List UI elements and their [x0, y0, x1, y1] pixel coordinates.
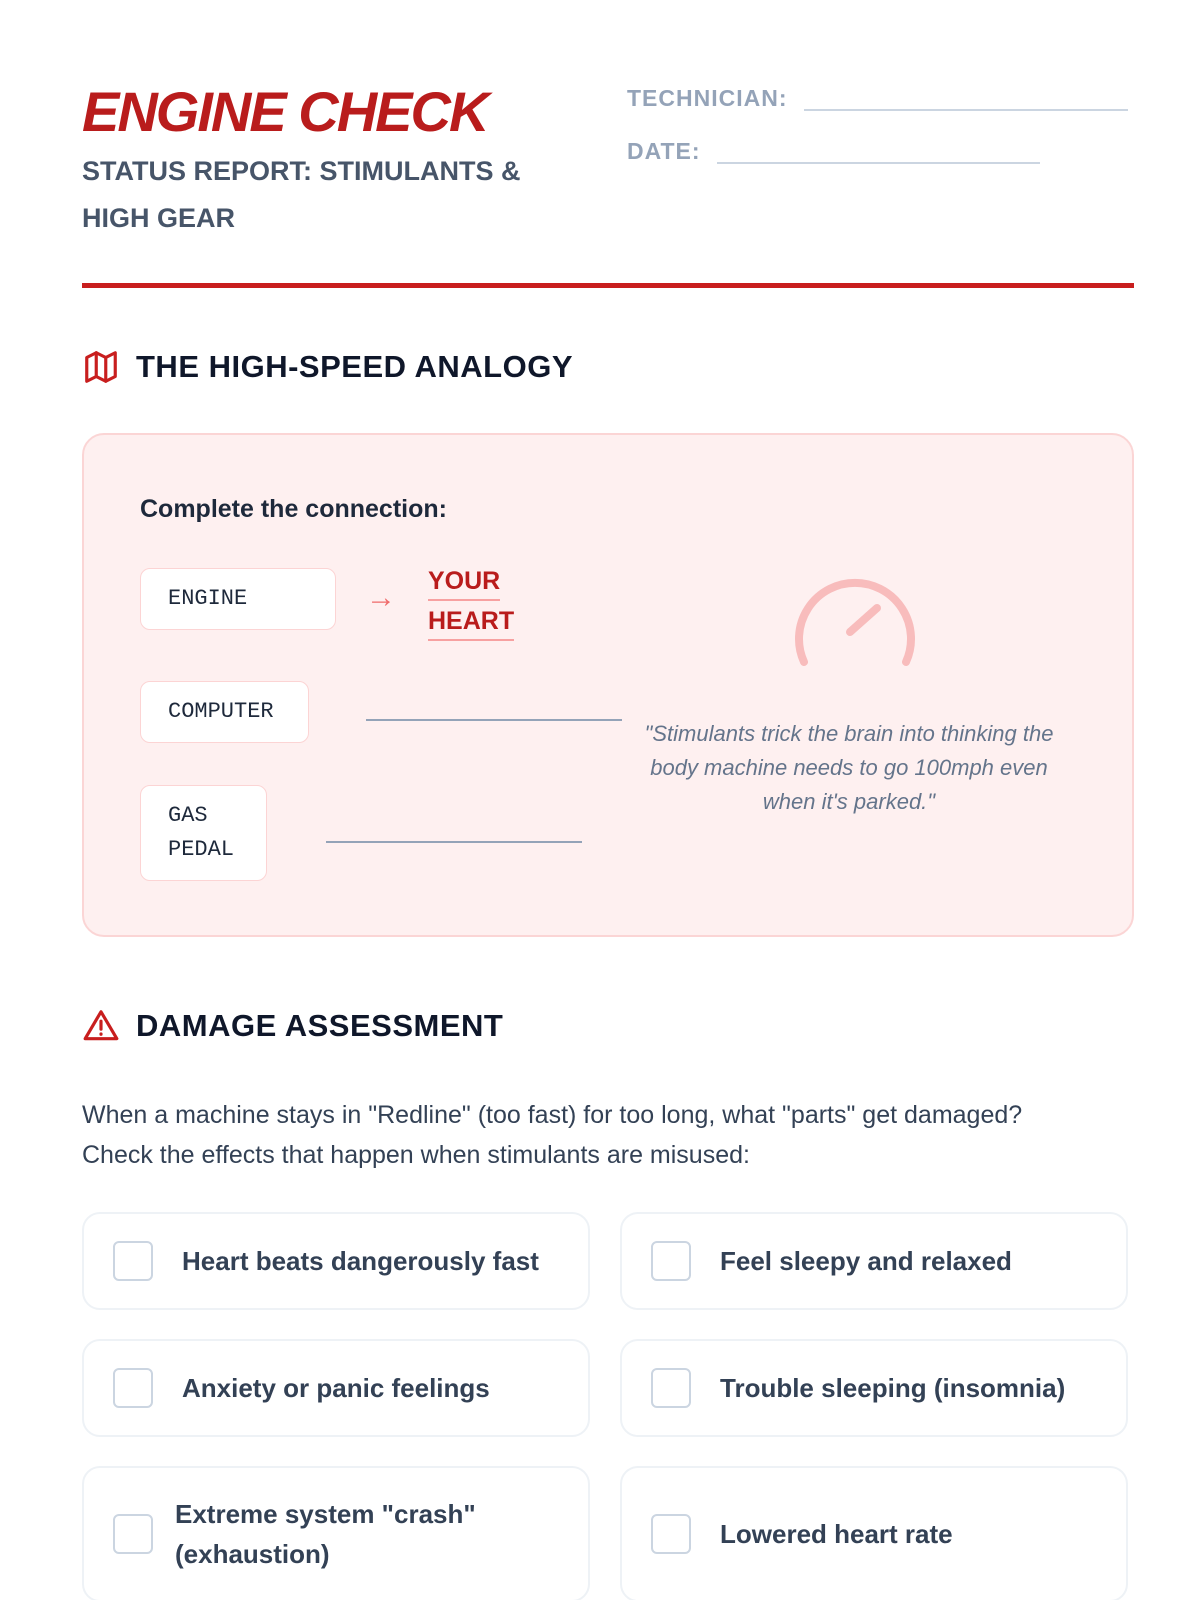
analogy-heading-text: THE HIGH-SPEED ANALOGY	[136, 349, 573, 384]
worksheet-header	[82, 80, 1134, 290]
option-label: Lowered heart rate	[720, 1519, 953, 1549]
option-low-heart-rate[interactable]	[620, 1466, 1128, 1600]
answer-engine	[428, 561, 514, 641]
header-divider	[82, 283, 1134, 288]
term-computer: COMPUTER	[140, 681, 309, 743]
damage-heading-text: DAMAGE ASSESSMENT	[136, 1008, 504, 1043]
damage-intro: When a machine stays in "Redline" (too fast) for too long, what "parts" get damaged? Check the effects that happen when stimulants are misused:	[82, 1101, 1023, 1169]
page-subtitle: STATUS REPORT: STIMULANTS & HIGH GEAR	[82, 156, 521, 233]
option-insomnia[interactable]	[620, 1339, 1128, 1437]
page-title: ENGINE CHECK	[82, 80, 488, 143]
term-gas-pedal	[140, 785, 267, 881]
technician-label: TECHNICIAN:	[627, 85, 788, 111]
option-anxiety[interactable]	[82, 1339, 590, 1437]
option-label: Anxiety or panic feelings	[182, 1373, 490, 1403]
analogy-quote: "Stimulants trick the brain into thinking the body machine needs to go 100mph even when it's parked."	[644, 721, 1054, 814]
option-heart-fast[interactable]	[82, 1212, 590, 1310]
warning-triangle-icon	[82, 1007, 120, 1045]
option-label: Feel sleepy and relaxed	[720, 1246, 1012, 1276]
map-icon	[82, 348, 120, 386]
checkbox[interactable]	[113, 1368, 153, 1408]
answer-line-1: YOUR	[428, 563, 500, 601]
answer-line-2: HEART	[428, 603, 514, 641]
damage-heading	[82, 1007, 503, 1045]
analogy-prompt: Complete the connection:	[140, 495, 447, 523]
term-gas-pedal-line1: GAS	[168, 803, 208, 828]
option-crash[interactable]	[82, 1466, 590, 1600]
checkbox[interactable]	[651, 1241, 691, 1281]
option-label: Extreme system "crash" (exhaustion)	[175, 1499, 476, 1569]
analogy-heading	[82, 348, 573, 386]
term-engine: ENGINE	[140, 568, 336, 630]
speedometer-icon	[790, 570, 920, 670]
option-label: Heart beats dangerously fast	[182, 1246, 539, 1276]
option-sleepy[interactable]	[620, 1212, 1128, 1310]
technician-field	[627, 83, 1128, 113]
answer-blank-gas-pedal[interactable]	[326, 841, 582, 843]
date-line[interactable]	[717, 162, 1040, 164]
checkbox[interactable]	[651, 1368, 691, 1408]
checkbox[interactable]	[651, 1514, 691, 1554]
checkbox[interactable]	[113, 1241, 153, 1281]
checkbox[interactable]	[113, 1514, 153, 1554]
technician-line[interactable]	[804, 109, 1128, 111]
arrow-right-icon: →	[366, 581, 396, 614]
analogy-panel	[82, 433, 1134, 937]
option-label: Trouble sleeping (insomnia)	[720, 1373, 1066, 1403]
answer-blank-computer[interactable]	[366, 719, 622, 721]
term-gas-pedal-line2: PEDAL	[168, 837, 235, 862]
date-field	[627, 136, 1040, 166]
date-label: DATE:	[627, 138, 701, 164]
